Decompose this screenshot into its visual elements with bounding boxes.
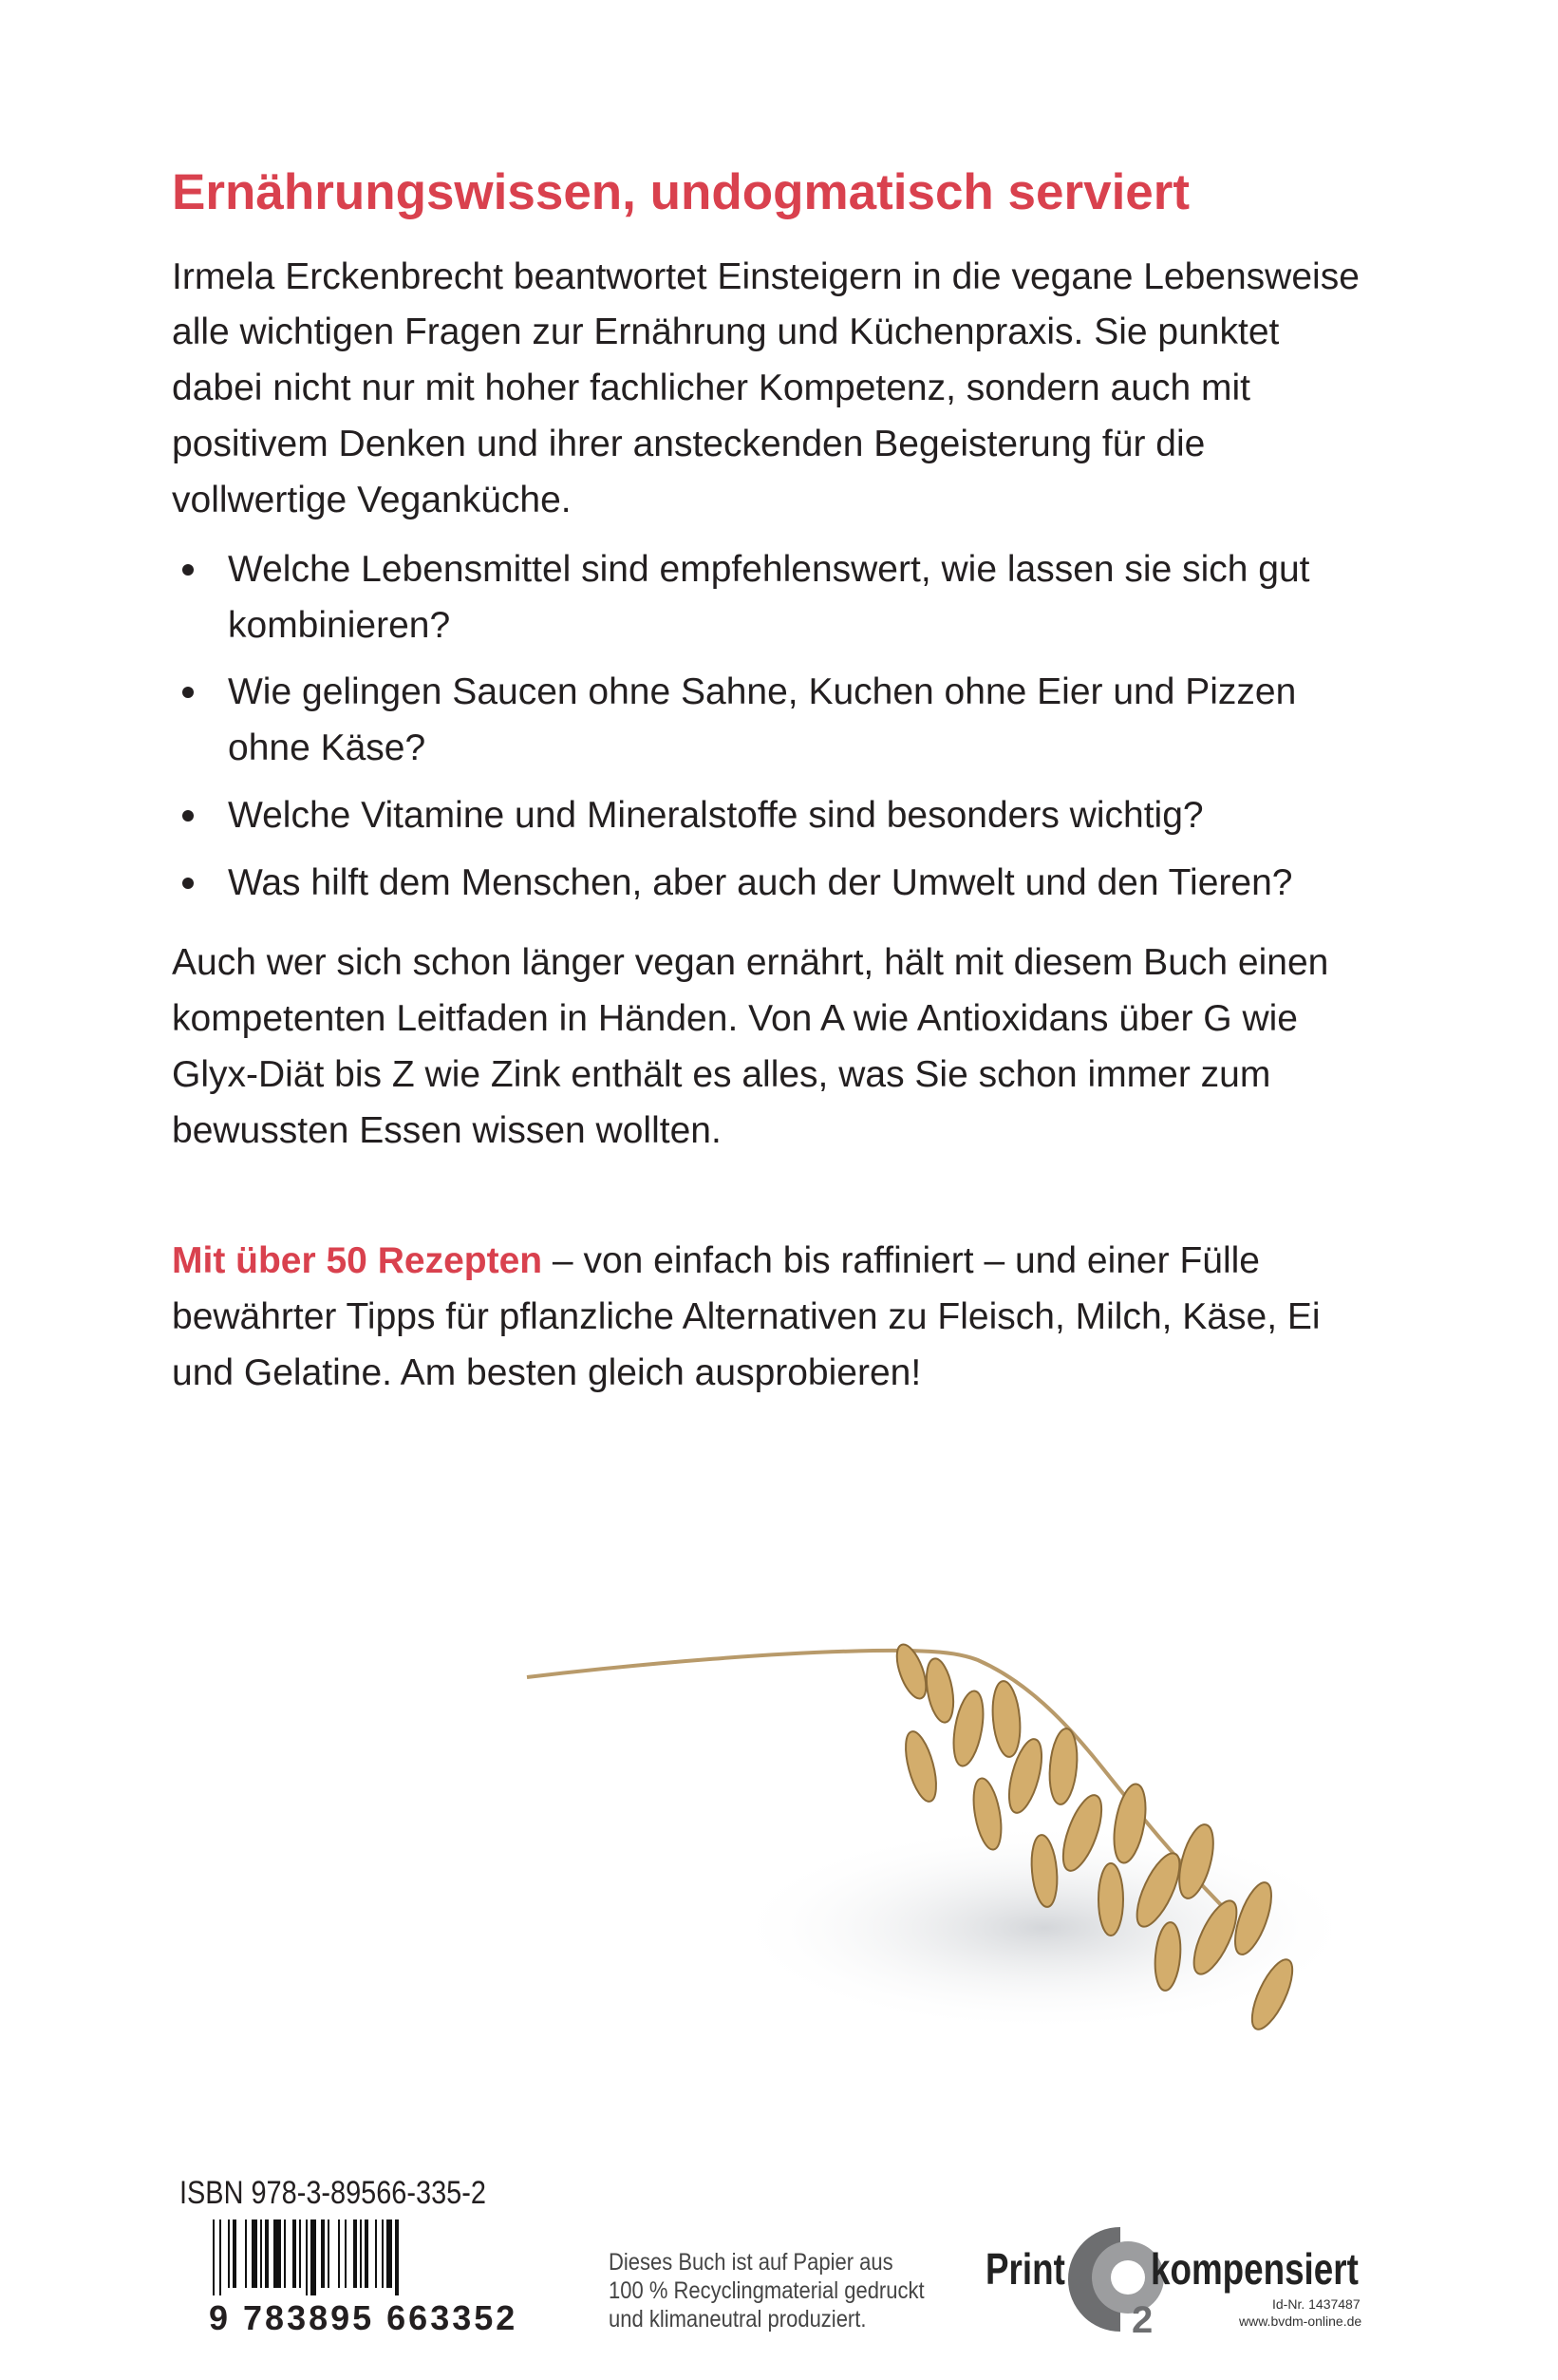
barcode-bar xyxy=(360,2219,362,2288)
bullet-item xyxy=(228,855,1292,911)
recipes-line: bewährter Tipps für pflanzliche Alternativen zu Fleisch, Milch, Käse, Ei xyxy=(172,1296,1321,1337)
bullet-icon xyxy=(182,564,194,576)
barcode-bar xyxy=(233,2219,236,2288)
logo-url: www.bvdm-online.de xyxy=(1239,2314,1362,2329)
barcode-bar xyxy=(328,2219,329,2288)
barcode-bar xyxy=(375,2219,377,2288)
barcode-bar xyxy=(219,2219,221,2295)
bullet-item xyxy=(228,541,1310,653)
logo-sub: 2 xyxy=(1132,2299,1154,2336)
barcode-bar xyxy=(252,2219,257,2288)
intro-line: dabei nicht nur mit hoher fachlicher Kompetenz, sondern auch mit xyxy=(172,368,1250,408)
barcode-bar xyxy=(299,2219,301,2288)
barcode-bar xyxy=(273,2219,281,2288)
bullet-icon xyxy=(182,878,194,889)
logo-id: Id-Nr. 1437487 xyxy=(1272,2296,1361,2312)
barcode xyxy=(213,2219,480,2295)
barcode-bar xyxy=(310,2219,316,2295)
recycling-line: 100 % Recyclingmaterial gedruckt xyxy=(609,2277,925,2304)
recipes-highlight: Mit über 50 Rezepten xyxy=(172,1240,543,1281)
paragraph-line: kompetenten Leitfaden in Händen. Von A wie Antioxidans über G wie xyxy=(172,998,1298,1039)
bullet-text: ohne Käse? xyxy=(228,727,426,768)
intro-line: Irmela Erckenbrecht beantwortet Einsteigern in die vegane Lebensweise xyxy=(172,256,1360,297)
barcode-bar xyxy=(353,2219,357,2288)
recycling-line: Dieses Buch ist auf Papier aus xyxy=(609,2249,893,2276)
bullet-text: Wie gelingen Saucen ohne Sahne, Kuchen ohne Eier und Pizzen xyxy=(228,671,1297,712)
bullet-text: kombinieren? xyxy=(228,605,451,646)
barcode-bar xyxy=(260,2219,262,2288)
recipes-line xyxy=(172,1233,1260,1289)
barcode-bar xyxy=(228,2219,230,2288)
barcode-bar xyxy=(345,2219,347,2288)
bullet-item xyxy=(228,664,1296,776)
barcode-bar xyxy=(338,2219,340,2288)
intro-line: positivem Denken und ihrer ansteckenden Begeisterung für die xyxy=(172,424,1206,464)
paragraph-line: Auch wer sich schon länger vegan ernährt, hält mit diesem Buch einen xyxy=(172,942,1329,983)
oat-illustration xyxy=(513,1615,1348,2089)
barcode-bar xyxy=(265,2219,269,2288)
bullet-text: Welche Lebensmittel sind empfehlenswert, wie lassen sie sich gut xyxy=(228,549,1310,590)
barcode-bar xyxy=(213,2219,215,2295)
barcode-bar xyxy=(386,2219,392,2288)
recipes-line: und Gelatine. Am besten gleich ausprobieren! xyxy=(172,1352,922,1393)
barcode-bar xyxy=(306,2219,308,2295)
barcode-bar xyxy=(382,2219,384,2288)
bullet-text: Welche Vitamine und Mineralstoffe sind besonders wichtig? xyxy=(228,795,1204,836)
bullet-icon xyxy=(182,687,194,698)
intro-line: alle wichtigen Fragen zur Ernährung und Küchenpraxis. Sie punktet xyxy=(172,312,1280,352)
barcode-bar xyxy=(292,2219,296,2288)
barcode-bar xyxy=(395,2219,399,2295)
recycling-line: und klimaneutral produziert. xyxy=(609,2306,867,2333)
barcode-bar xyxy=(321,2219,325,2288)
barcode-bar xyxy=(284,2219,286,2288)
heading: Ernährungswissen, undogmatisch serviert xyxy=(172,164,1191,220)
intro-line: vollwertige Veganküche. xyxy=(172,480,572,520)
bullet-item xyxy=(228,787,1204,843)
logo-print-text: Print xyxy=(985,2244,1065,2294)
barcode-bar xyxy=(245,2219,247,2288)
logo-kompensiert-text: kompensiert xyxy=(1151,2244,1359,2294)
bullet-icon xyxy=(182,810,194,822)
barcode-bar xyxy=(365,2219,368,2288)
barcode-digits: 9 783895 663352 xyxy=(209,2298,518,2337)
isbn-text: ISBN 978-3-89566-335-2 xyxy=(179,2175,486,2211)
paragraph-line: Glyx-Diät bis Z wie Zink enthält es alles, was Sie schon immer zum xyxy=(172,1054,1271,1095)
bullet-text: Was hilft dem Menschen, aber auch der Umwelt und den Tieren? xyxy=(228,862,1293,903)
recipes-text: – von einfach bis raffiniert – und einer Fülle xyxy=(542,1240,1260,1281)
paragraph-line: bewussten Essen wissen wollten. xyxy=(172,1110,722,1151)
